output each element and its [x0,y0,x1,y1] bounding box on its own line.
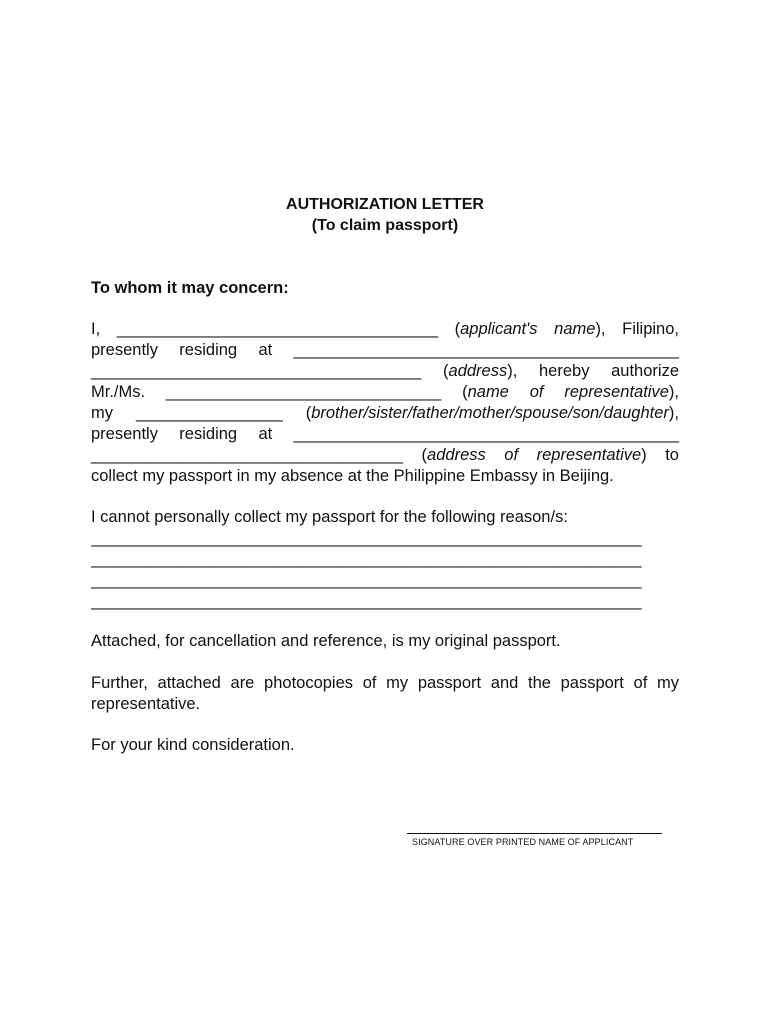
authorization-line-2: presently residing at __________________________________________ [91,341,679,359]
authorization-line-4: Mr./Ms. ______________________________ (name of representative), [91,383,679,401]
reason-blank-line: ____________________________________________________________ [91,592,642,610]
reason-blank-line: ____________________________________________________________ [91,571,642,589]
attached-paragraph [91,631,679,652]
closing-text: For your kind consideration. [91,736,295,754]
authorization-line-5: my ________________ (brother/sister/father/mother/spouse/son/daughter), [91,404,679,422]
signature-line [407,833,662,834]
salutation: To whom it may concern: [91,279,289,297]
authorization-line-7: __________________________________ (address of representative) to [91,446,679,464]
letter-header [0,194,770,236]
further-line-2: representative. [91,695,201,713]
reason-blank-line: ____________________________________________________________ [91,550,642,568]
authorization-paragraph [91,319,679,487]
authorization-line-3: ____________________________________ (address), hereby authorize [91,362,679,380]
letter-subtitle: (To claim passport) [311,217,459,234]
letter-title: AUTHORIZATION LETTER [286,196,484,213]
further-paragraph [91,673,679,715]
closing-paragraph [91,735,679,756]
further-line-1: Further, attached are photocopies of my passport and the passport of my [91,674,679,692]
signature-label: SIGNATURE OVER PRINTED NAME OF APPLICANT [412,837,634,847]
reason-blank-line: ____________________________________________________________ [91,529,642,547]
reason-paragraph [91,507,679,612]
attached-text: Attached, for cancellation and reference, is my original passport. [91,632,561,650]
authorization-line-6: presently residing at __________________________________________ [91,425,679,443]
authorization-line-8: collect my passport in my absence at the Philippine Embassy in Beijing. [91,467,614,485]
reason-intro: I cannot personally collect my passport for the following reason/s: [91,508,568,526]
authorization-line-1: I, ___________________________________ (applicant's name), Filipino, [91,320,679,338]
